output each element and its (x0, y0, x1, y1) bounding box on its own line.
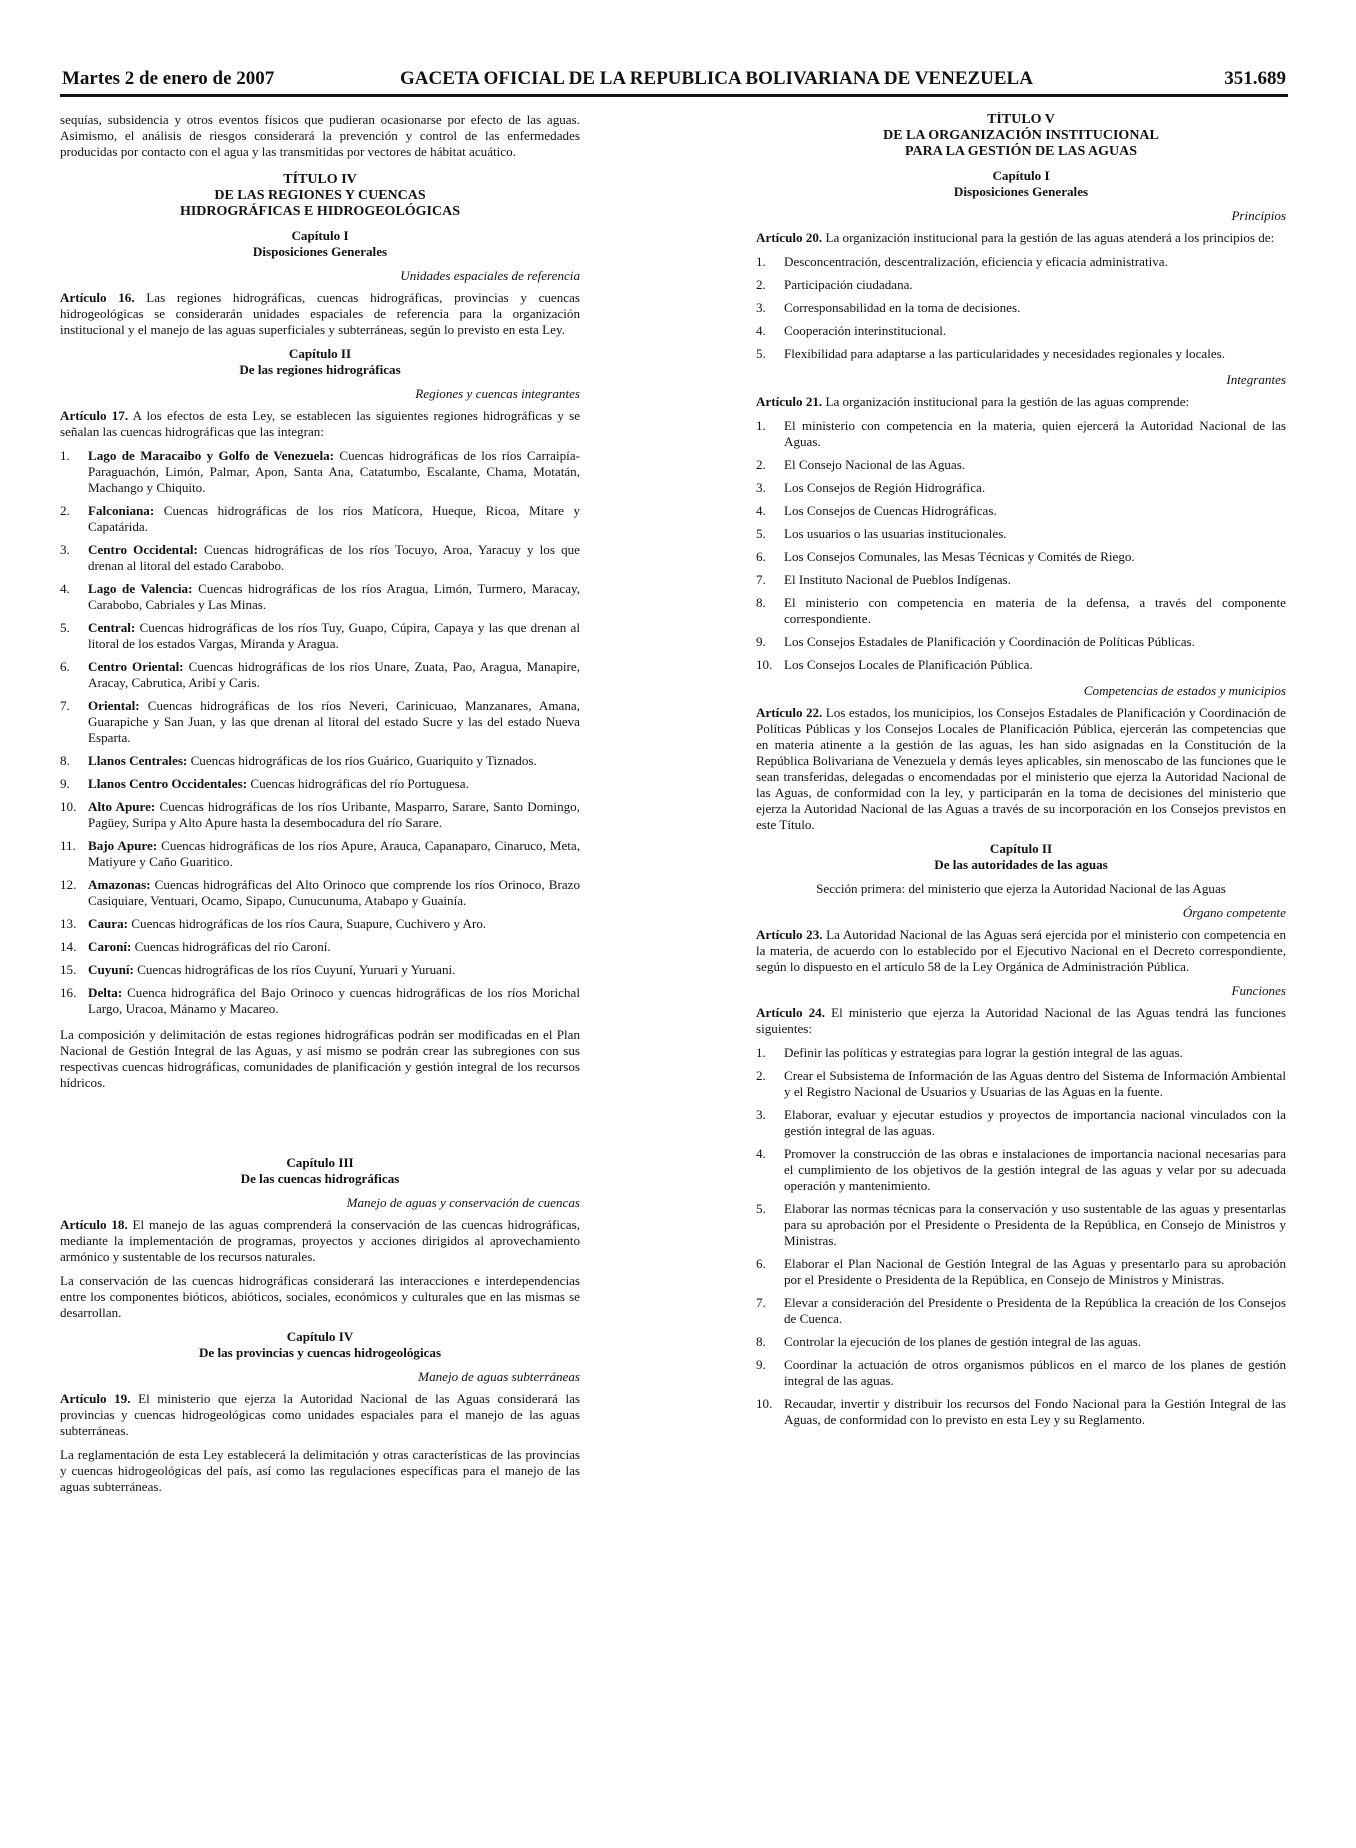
list-item-text: Cuencas hidrográficas de los ríos Uribante, Masparro, Sarare, Santo Domingo, Pagüey, Suripa y Alto Apure hasta la desembocadura del río Sarare. (88, 799, 580, 830)
article-text: La Autoridad Nacional de las Aguas será ejercida por el ministerio con competencia en la materia, de acuerdo con lo establecido por el Ejecutivo Nacional en el Decreto correspondiente, según lo dispuesto en el artículo 58 de la Ley Orgánica de Administración Pública. (756, 927, 1286, 974)
principles-list (756, 254, 1286, 362)
article-label: Artículo 24. (756, 1005, 826, 1020)
article-17-closing: La composición y delimitación de estas regiones hidrográficas podrán ser modificadas en el Plan Nacional de Gestión Integral de las Aguas, y así mismo se podrán crear las subregiones con sus respectivas cuencas hidrográficas, comunidades de planificación y gestión integral de los recursos hídricos. (60, 1027, 580, 1090)
left-column (60, 112, 580, 1832)
chapter-heading (60, 1155, 580, 1187)
header-date: Martes 2 de enero de 2007 (62, 68, 275, 89)
list-item-text: Los Consejos de Cuencas Hidrográficas. (784, 503, 997, 518)
list-item-name: Oriental: (88, 698, 140, 713)
article-text: El ministerio que ejerza la Autoridad Nacional de las Aguas tendrá las funciones siguientes: (756, 1005, 1286, 1036)
list-item-number: 1. (60, 448, 70, 463)
list-item-number: 2. (756, 277, 766, 292)
list-item (756, 1045, 1286, 1061)
list-item-text: Cuencas hidrográficas del río Caroní. (131, 939, 331, 954)
article-23 (756, 927, 1286, 975)
article-label: Artículo 21. (756, 394, 823, 409)
list-item-number: 11. (60, 838, 76, 853)
chapter-heading (60, 1329, 580, 1361)
list-item-text: Flexibilidad para adaptarse a las particularidades y necesidades regionales y locales. (784, 346, 1226, 361)
list-item (756, 572, 1286, 588)
intro-paragraph: sequías, subsidencia y otros eventos físicos que pudieran ocasionarse por efecto de las aguas. Asimismo, el análisis de riesgos considerará la prevención y control de las enfermedades producidas por contacto con el agua y las transmitidas por vectores de hábitat acuático. (60, 112, 580, 159)
spacer (60, 1099, 580, 1147)
header-page-number: 351.689 (1224, 68, 1286, 89)
list-item-number: 1. (756, 1045, 766, 1060)
list-item-name: Cuyuní: (88, 962, 134, 977)
chapter-number: Capítulo I (291, 228, 349, 243)
list-item (756, 457, 1286, 473)
article-text: A los efectos de esta Ley, se establecen las siguientes regiones hidrográficas y se señalan las cuencas hidrográficas que las integran: (60, 408, 580, 439)
list-item (756, 323, 1286, 339)
list-item-number: 3. (756, 480, 766, 495)
article-label: Artículo 18. (60, 1217, 128, 1232)
list-item-name: Falconiana: (88, 503, 155, 518)
list-item-text: Definir las políticas y estrategias para lograr la gestión integral de las aguas. (784, 1045, 1183, 1060)
article-22 (756, 705, 1286, 833)
list-item-number: 6. (60, 659, 70, 674)
article-text: Las regiones hidrográficas, cuencas hidrográficas, provincias y cuencas hidrogeológicas se considerarán unidades espaciales de referencia para la organización institucional y el manejo de las aguas superficiales y subterráneas, según lo previsto en esta Ley. (60, 290, 580, 337)
title-v-heading (756, 112, 1286, 160)
list-item-text: Cuencas hidrográficas de los ríos Apure, Arauca, Capanaparo, Cinaruco, Meta, Matiyure y Caño Guaritico. (88, 838, 580, 869)
list-item-number: 8. (756, 1334, 766, 1349)
list-item-text: Cuencas hidrográficas de los ríos Carraipía-Paraguachón, Limón, Palmar, Apon, Santa Ana, Catatumbo, Escalante, Chama, Motatán, Machango y Chiquito. (88, 448, 580, 495)
article-label: Artículo 19. (60, 1391, 131, 1406)
chapter-number: Capítulo I (992, 168, 1050, 183)
article-subtitle: Órgano competente (1182, 905, 1286, 920)
list-item (756, 657, 1286, 673)
list-item-text: Cuencas hidrográficas del río Portuguesa. (247, 776, 469, 791)
list-item-number: 2. (756, 457, 766, 472)
chapter-heading (60, 346, 580, 378)
list-item (60, 985, 580, 1017)
regions-list (60, 448, 580, 1017)
list-item-text: Elaborar, evaluar y ejecutar estudios y proyectos de importancia nacional vinculados con la gestión integral de las aguas. (784, 1107, 1286, 1138)
article-17 (60, 408, 580, 440)
list-item (756, 418, 1286, 450)
article-20 (756, 230, 1286, 246)
list-item (756, 1201, 1286, 1249)
chapter-name: Disposiciones Generales (953, 184, 1089, 199)
list-item-number: 2. (756, 1068, 766, 1083)
list-item-number: 7. (60, 698, 70, 713)
list-item (756, 549, 1286, 565)
list-item (60, 659, 580, 691)
list-item-number: 4. (60, 581, 70, 596)
list-item-number: 8. (60, 753, 70, 768)
title-iv-heading (60, 172, 580, 220)
title-v-line: PARA LA GESTIÓN DE LAS AGUAS (905, 144, 1137, 159)
list-item-text: Los Consejos Comunales, las Mesas Técnicas y Comités de Riego. (784, 549, 1135, 564)
chapter-number: Capítulo II (288, 346, 352, 361)
chapter-number: Capítulo IV (286, 1329, 354, 1344)
list-item-number: 9. (756, 634, 766, 649)
list-item-text: El Instituto Nacional de Pueblos Indígenas. (784, 572, 1011, 587)
members-list (756, 418, 1286, 673)
list-item-text: Los Consejos de Región Hidrográfica. (784, 480, 986, 495)
article-19-paragraph-2: La reglamentación de esta Ley establecerá la delimitación y otras características de las provincias y cuencas hidrogeológicas del país, así como las regulaciones específicas para el manejo de las aguas subterráneas. (60, 1447, 580, 1494)
list-item-text: Cuencas hidrográficas de los ríos Neveri, Carinicuao, Manzanares, Amana, Guarapiche y San Juan, y las que drenan al litoral del estado Sucre y las del estado Nueva Esparta. (88, 698, 580, 745)
article-text: El manejo de las aguas comprenderá la conservación de las cuencas hidrográficas, mediante la implementación de programas, proyectos y acciones dirigidos al aprovechamiento armónico y sustentable de los recursos naturales. (60, 1217, 580, 1264)
list-item (60, 698, 580, 746)
article-label: Artículo 23. (756, 927, 823, 942)
list-item (756, 1334, 1286, 1350)
article-24 (756, 1005, 1286, 1037)
list-item (60, 620, 580, 652)
list-item-name: Llanos Centrales: (88, 753, 188, 768)
list-item-text: Cuencas hidrográficas de los ríos Guárico, Guariquito y Tiznados. (187, 753, 537, 768)
article-subtitle: Manejo de aguas subterráneas (418, 1369, 580, 1384)
list-item-text: Cuencas hidrográficas de los ríos Cuyuní, Yuruari y Yuruani. (133, 962, 456, 977)
list-item-number: 4. (756, 1146, 766, 1161)
list-item (756, 254, 1286, 270)
chapter-name: Disposiciones Generales (252, 244, 388, 259)
right-column (756, 112, 1286, 1832)
list-item (60, 753, 580, 769)
list-item-number: 3. (60, 542, 70, 557)
list-item-number: 12. (60, 877, 77, 892)
list-item (60, 776, 580, 792)
article-text: La organización institucional para la gestión de las aguas atenderá a los principios de: (822, 230, 1275, 245)
list-item-number: 14. (60, 939, 77, 954)
list-item-number: 2. (60, 503, 70, 518)
list-item-text: El ministerio con competencia en la materia, quien ejercerá la Autoridad Nacional de las Aguas. (784, 418, 1286, 449)
list-item (756, 634, 1286, 650)
list-item-name: Centro Occidental: (88, 542, 198, 557)
list-item (756, 1357, 1286, 1389)
list-item-text: Cooperación interinstitucional. (784, 323, 947, 338)
chapter-number: Capítulo II (989, 841, 1053, 856)
list-item-text: Participación ciudadana. (784, 277, 913, 292)
list-item-name: Amazonas: (88, 877, 151, 892)
list-item-text: Cuencas hidrográficas de los ríos Aragua, Limón, Turmero, Maracay, Carabobo, Cabriales y Las Minas. (88, 581, 580, 612)
list-item-text: Coordinar la actuación de otros organismos públicos en el marco de los planes de gestión integral de las aguas. (784, 1357, 1286, 1388)
article-subtitle: Funciones (1231, 983, 1286, 998)
page-header (60, 62, 1288, 97)
article-text: La organización institucional para la gestión de las aguas comprende: (822, 394, 1190, 409)
list-item-number: 10. (756, 1396, 773, 1411)
chapter-name: De las provincias y cuencas hidrogeológicas (198, 1345, 442, 1360)
article-label: Artículo 16. (60, 290, 135, 305)
article-subtitle: Integrantes (1226, 372, 1286, 387)
list-item-number: 9. (756, 1357, 766, 1372)
list-item-text: Cuenca hidrográfica del Bajo Orinoco y cuencas hidrográficas de los ríos Morichal Largo, Uracoa, Mánamo y Macareo. (88, 985, 580, 1016)
list-item-text: Elevar a consideración del Presidente o Presidenta de la República la creación de los Consejos de Cuenca. (784, 1295, 1286, 1326)
list-item-text: Los Consejos Estadales de Planificación y Coordinación de Políticas Públicas. (784, 634, 1195, 649)
list-item (60, 838, 580, 870)
list-item (756, 526, 1286, 542)
list-item (756, 1256, 1286, 1288)
list-item (60, 916, 580, 932)
title-v-line: DE LA ORGANIZACIÓN INSTITUCIONAL (883, 128, 1159, 143)
list-item-text: Los Consejos Locales de Planificación Pública. (784, 657, 1033, 672)
article-text: El ministerio que ejerza la Autoridad Nacional de las Aguas considerará las provincias y cuencas hidrogeológicas como unidades espaciales para el manejo de las aguas subterráneas. (60, 1391, 580, 1438)
list-item (756, 1295, 1286, 1327)
list-item-number: 16. (60, 985, 77, 1000)
chapter-name: De las regiones hidrográficas (239, 362, 401, 377)
list-item (756, 1146, 1286, 1194)
list-item (60, 542, 580, 574)
list-item-number: 3. (756, 1107, 766, 1122)
list-item-number: 7. (756, 572, 766, 587)
article-16 (60, 290, 580, 338)
title-iv-line: HIDROGRÁFICAS E HIDROGEOLÓGICAS (179, 204, 461, 219)
list-item (60, 962, 580, 978)
article-text: Los estados, los municipios, los Consejos Estadales de Planificación y Coordinación de Políticas Públicas y los Consejos Locales de Planificación Pública, ejercerán las competencias que en materia atinente a la gestión de las aguas, les han sido asignadas en la Constitución de la República Bolivariana de Venezuela y demás leyes aplicables, sin menoscabo de las funciones que le sean transferidas, delegadas o encomendadas por el ministerio que ejerza la Autoridad Nacional de las Aguas, de conformidad con la ley, y participarán en la toma de decisiones del ministerio que ejerza la Autoridad Nacional de las Aguas a través de su incorporación en los Consejos previstos en este Título. (756, 705, 1286, 832)
list-item-text: Cuencas hidrográficas de los ríos Caura, Suapure, Cuchivero y Aro. (128, 916, 487, 931)
list-item-text: Corresponsabilidad en la toma de decisiones. (784, 300, 1021, 315)
article-subtitle: Unidades espaciales de referencia (400, 268, 580, 283)
list-item-text: Elaborar el Plan Nacional de Gestión Integral de las Aguas y presentarlo para su aprobación por el Presidente o Presidenta de la República, en Consejo de Ministros y Ministras. (784, 1256, 1286, 1287)
list-item-text: Promover la construcción de las obras e instalaciones de importancia nacional necesarias para el cumplimiento de los objetivos de la gestión integral de las aguas y velar por su adecuada operación y mantenimiento. (784, 1146, 1286, 1193)
list-item (60, 799, 580, 831)
list-item-name: Alto Apure: (88, 799, 156, 814)
list-item (756, 1068, 1286, 1100)
list-item (60, 503, 580, 535)
chapter-name: De las cuencas hidrográficas (240, 1171, 400, 1186)
list-item-name: Delta: (88, 985, 123, 1000)
article-subtitle: Principios (1231, 208, 1286, 223)
list-item-text: Cuencas hidrográficas del Alto Orinoco que comprende los ríos Orinoco, Brazo Casiquiare, Ventuari, Ocamo, Sipapo, Cunucunuma, Atabapo y Guainía. (88, 877, 580, 908)
title-iv-line: DE LAS REGIONES Y CUENCAS (214, 188, 426, 203)
article-label: Artículo 20. (756, 230, 823, 245)
list-item (756, 595, 1286, 627)
list-item (756, 277, 1286, 293)
list-item-text: Controlar la ejecución de los planes de gestión integral de las aguas. (784, 1334, 1142, 1349)
list-item-number: 15. (60, 962, 77, 977)
list-item (756, 1107, 1286, 1139)
list-item-number: 13. (60, 916, 77, 931)
list-item-number: 8. (756, 595, 766, 610)
list-item-text: El Consejo Nacional de las Aguas. (784, 457, 966, 472)
list-item-number: 4. (756, 323, 766, 338)
list-item-number: 10. (60, 799, 77, 814)
list-item-number: 6. (756, 1256, 766, 1271)
list-item-number: 4. (756, 503, 766, 518)
list-item (60, 581, 580, 613)
list-item-number: 1. (756, 254, 766, 269)
list-item-name: Caura: (88, 916, 129, 931)
list-item-number: 5. (756, 1201, 766, 1216)
list-item-number: 7. (756, 1295, 766, 1310)
chapter-name: De las autoridades de las aguas (934, 857, 1108, 872)
list-item-text: Elaborar las normas técnicas para la conservación y uso sustentable de las aguas y presentarlas para su aprobación por el Presidente o Presidenta de la República, en Consejo de Ministros y Ministras. (784, 1201, 1286, 1248)
list-item-text: El ministerio con competencia en materia de la defensa, a través del componente correspondiente. (784, 595, 1286, 626)
list-item (756, 346, 1286, 362)
list-item-number: 3. (756, 300, 766, 315)
chapter-number: Capítulo III (286, 1155, 354, 1170)
list-item-text: Cuencas hidrográficas de los ríos Tuy, Guapo, Cúpira, Capaya y las que drenan al litoral de los estados Vargas, Miranda y Aragua. (88, 620, 580, 651)
chapter-heading (756, 168, 1286, 200)
header-gazette-title: GACETA OFICIAL DE LA REPUBLICA BOLIVARIANA DE VENEZUELA (400, 68, 1033, 89)
article-subtitle: Competencias de estados y municipios (1083, 683, 1286, 698)
list-item-name: Lago de Maracaibo y Golfo de Venezuela: (88, 448, 335, 463)
list-item (756, 503, 1286, 519)
list-item (756, 480, 1286, 496)
title-v-line: TÍTULO V (987, 112, 1055, 127)
article-subtitle: Manejo de aguas y conservación de cuencas (346, 1195, 580, 1210)
list-item (60, 939, 580, 955)
list-item (60, 448, 580, 496)
list-item (756, 300, 1286, 316)
chapter-heading (756, 841, 1286, 873)
list-item-name: Central: (88, 620, 136, 635)
list-item-name: Centro Oriental: (88, 659, 184, 674)
list-item-name: Llanos Centro Occidentales: (88, 776, 248, 791)
article-label: Artículo 17. (60, 408, 129, 423)
functions-list (756, 1045, 1286, 1428)
article-18-paragraph-2: La conservación de las cuencas hidrográficas considerará las interacciones e interdependencias entre los componentes bióticos, abióticos, sociales, económicos y culturales que en las mismas se desarrollan. (60, 1273, 580, 1320)
list-item-text: Los usuarios o las usuarias institucionales. (784, 526, 1007, 541)
article-label: Artículo 22. (756, 705, 823, 720)
list-item-number: 6. (756, 549, 766, 564)
article-19 (60, 1391, 580, 1439)
list-item-number: 5. (756, 346, 766, 361)
list-item-text: Crear el Subsistema de Información de las Aguas dentro del Sistema de Información Ambiental y el Registro Nacional de Usuarios y Usuarias de las Aguas en la fuente. (784, 1068, 1286, 1099)
title-iv-line: TÍTULO IV (283, 172, 357, 187)
list-item-text: Recaudar, invertir y distribuir los recursos del Fondo Nacional para la Gestión Integral de las Aguas, de conformidad con lo previsto en esta Ley y su Reglamento. (784, 1396, 1286, 1427)
list-item-name: Bajo Apure: (88, 838, 158, 853)
article-21 (756, 394, 1286, 410)
list-item-text: Desconcentración, descentralización, eficiencia y eficacia administrativa. (784, 254, 1168, 269)
list-item-name: Caroní: (88, 939, 132, 954)
list-item-text: Cuencas hidrográficas de los ríos Unare, Zuata, Pao, Aragua, Manapire, Aracay, Cabrutica, Aribí y Caris. (88, 659, 580, 690)
list-item-name: Lago de Valencia: (88, 581, 193, 596)
list-item-text: Cuencas hidrográficas de los ríos Matícora, Hueque, Ricoa, Mitare y Capatárida. (88, 503, 580, 534)
list-item (756, 1396, 1286, 1428)
list-item-number: 10. (756, 657, 773, 672)
list-item-number: 9. (60, 776, 70, 791)
article-18 (60, 1217, 580, 1265)
article-subtitle: Regiones y cuencas integrantes (415, 386, 580, 401)
section-heading: Sección primera: del ministerio que ejerza la Autoridad Nacional de las Aguas (816, 881, 1226, 896)
list-item-number: 1. (756, 418, 766, 433)
list-item (60, 877, 580, 909)
chapter-heading (60, 228, 580, 260)
list-item-number: 5. (60, 620, 70, 635)
list-item-number: 5. (756, 526, 766, 541)
list-item-text: Cuencas hidrográficas de los ríos Tocuyo, Aroa, Yaracuy y los que drenan al litoral del estado Carabobo. (88, 542, 580, 573)
